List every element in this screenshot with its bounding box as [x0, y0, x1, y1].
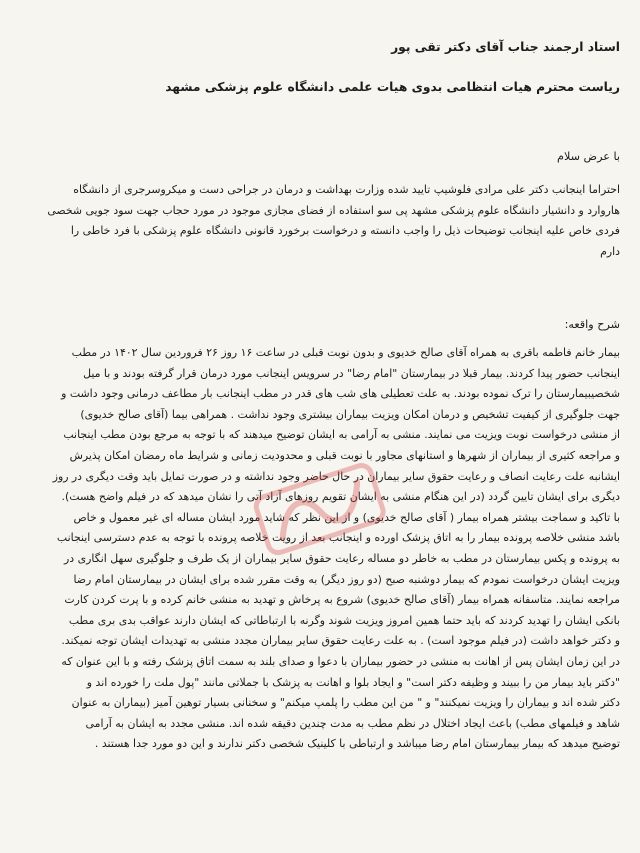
- intro-line: دارم: [600, 244, 620, 258]
- body-line: شاهد و فیلمهای مطب) باعث ایجاد اختلال در نظم مطب به مدت چندین دقیقه شده اند. منشی مجدد به ایشان به آرامی: [85, 716, 620, 730]
- intro-line: فردی خاص علیه اینجانب توضیحات ذیل را واجب دانسته و درخواست برخورد قانونی دانشگاه علوم پزشکی با فرد خاطی را: [70, 224, 620, 238]
- body-line: اینجانب حضور پیدا کردند. بیمار قبلا در بیمارستان "امام رضا" در سرویس اینجانب مورد درمان قرار گرفته بودند و با میل: [83, 366, 620, 380]
- body-line: دیگری برای ایشان تایین گردد (در این هنگام منشی به ایشان تقویم روزهای آزاد آتی را نشان میدهد که در فیلم واضح هست).: [61, 490, 620, 504]
- intro-line: هاروارد و دانشیار دانشگاه علوم پزشکی مشهد پی سو استفاده از فضای مجازی موجود در مورد حجاب جهت سود جویی شخصی: [47, 203, 620, 217]
- body-line: به پرونده و پکس بیمارستان در مطب به خاطر دو مساله رعایت حقوق سایر بیماران از یک طرف و جلوگیری سهل انگاری در: [64, 551, 620, 565]
- body-line: "دکتر باید بیمار من را ببیند و وظیفه دکتر است" و ایجاد بلوا و اهانت به پزشک با جملاتی مانند "پول ملت را خورده اند و: [86, 675, 620, 689]
- body-line: دکتر شده اند و بیماران را ویزیت نمیکنند" و " من این مطب را پلمپ میکنم" و سخنانی بسیار توهین آمیز (بیماران به عنوان: [71, 696, 620, 710]
- body-line: توضیح میدهد که بیمار بیمارستان امام رضا میباشد و ارتباطی با کلینیک شخصی دکتر ندارند و این دو مورد جدا هستند .: [94, 737, 620, 751]
- body-line: در این زمان ایشان پس از اهانت به منشی در حضور بیماران با دعوا و صدای بلند به سمت اتاق پزشک رفته و با این عنوان که: [61, 654, 620, 668]
- body-line: و مراجعه کثیری از بیماران از شهرها و استانهای مجاور با نوبت قبلی و محدودیت زمانی و شرایط ماه رمضان امکان پذیرش: [69, 448, 620, 462]
- recipient-title-line: ریاست محترم هیات انتظامی بدوی هیات علمی دانشگاه علوم پزشکی مشهد: [165, 80, 620, 94]
- section-title: شرح واقعه:: [564, 318, 620, 331]
- body-line: جهت جلوگیری از کیفیت تشخیص و درمان امکان ویزیت بیماران بیشتری وجود نداشت . همراهی بیما (آقای صالح خدیوی): [80, 407, 620, 421]
- body-line: و دکتر خواهد داشت (در فیلم موجود است) . به علت رعایت حقوق سایر بیماران مجدد منشی به تهدیدات ایشان توجه نمیکند.: [61, 634, 620, 648]
- body-line: با تاکید و سماجت بیشتر همراه بیمار ( آقای صالح خدیوی) و از این نظر که شاید مورد ایشان مساله ای غیر معمول و خاص: [73, 510, 620, 524]
- body-line: مراجعه نمایند. متاسفانه همراه بیمار (آقای صالح خدیوی) شروع به پرخاش و تهدید به منشی خانم کرده و با پرت کردن کارت: [64, 593, 620, 607]
- body-line: ایشانبه علت رعایت انصاف و رعایت حقوق سایر بیماران در حال حاضر وجود نداشته و در صورت تمایل باید وقت دیگری در روز: [52, 469, 620, 483]
- recipient-line: استاد ارجمند جناب آقای دکتر تقی پور: [391, 40, 620, 54]
- stamp-icon: [240, 450, 400, 570]
- body-line: بیمار خانم فاطمه باقری به همراه آقای صالح خدیوی و بدون نوبت قبلی در ساعت ۱۶ روز ۲۶ فروردین سال ۱۴۰۲ در مطب: [71, 346, 620, 359]
- intro-line: احتراما اینجانب دکتر علی مرادی فلوشیپ تایید شده وزارت بهداشت و درمان در جراحی دست و میکروسرجری از دانشگاه: [73, 183, 620, 196]
- body-line: بانکی ایشان را تهدید کردند که باید حتما همین امروز ویزیت شوند وگرنه با ارتباطاتی که ایشان دارند عواقب بدی بری مطب: [68, 613, 620, 627]
- intro-paragraph: [20, 180, 620, 262]
- body-line: ویزیت ایشان درخواست نمودم که بیمار دوشنبه صبح (دو روز دیگر) به وقت مقرر شده برای ایشان در بیمارستان امام رضا: [73, 572, 620, 586]
- body-line: شخصیبیمارستان را ترک نموده بودند. به علت تعطیلی های شب های قدر در مطب اینجانب بار مطاعف درمانی وجود داشت و: [61, 387, 620, 401]
- body-line: باشد منشی خلاصه پرونده بیمار را به اتاق پزشک اورده و اینجانب بعد از رویت خلاصه پرونده با توجه به عدم دسترسی اینجانب: [56, 531, 620, 545]
- greeting: با عرض سلام: [557, 150, 620, 163]
- body-line: از منشی درخواست نوبت ویزیت می نمایند. منشی به آرامی به ایشان توضیح میدهند که با توجه به مرجع بودن مطب اینجانب: [63, 428, 620, 442]
